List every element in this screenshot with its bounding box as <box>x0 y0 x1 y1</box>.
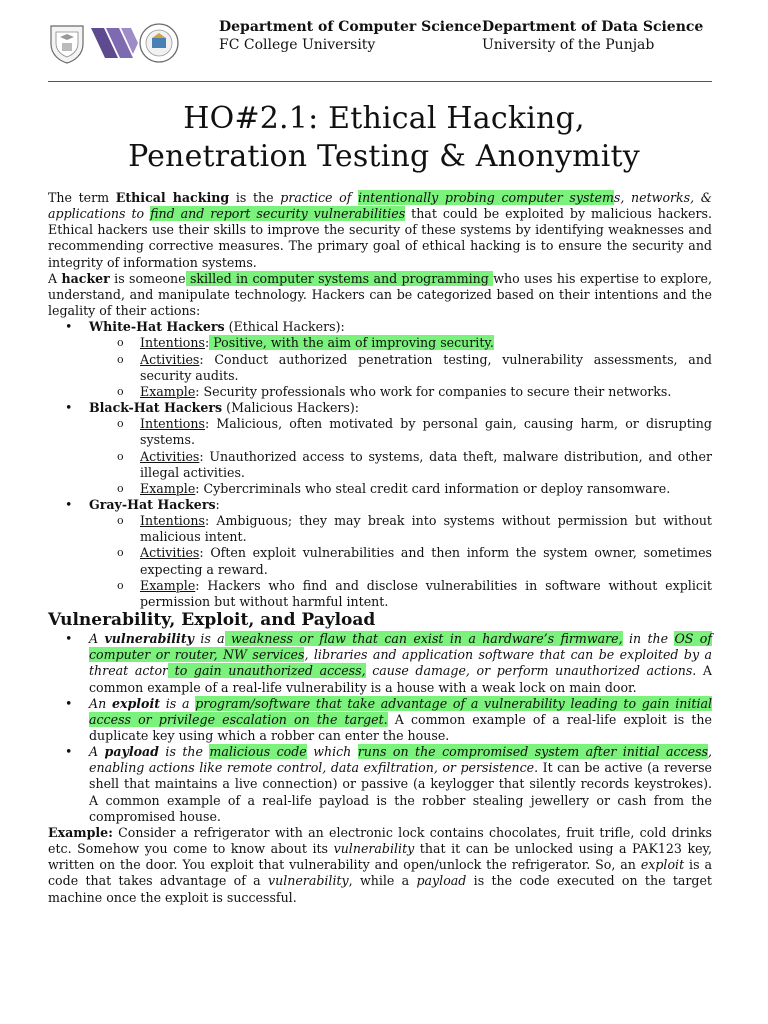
title-line-2: Penetration Testing & Anonymity <box>128 139 640 174</box>
highlight: program/software that take advantage of a vulnerability leading to gain initial access or privilege escalation on the target. <box>89 695 713 727</box>
department-title: Department of Computer Science <box>219 19 482 35</box>
list-item: o Intentions: Positive, with the aim of improving security. <box>140 335 712 351</box>
department-institution: University of the Punjab <box>482 37 655 53</box>
title-line-1: HO#2.1: Ethical Hacking, <box>183 101 585 136</box>
chevron-brand-logo <box>91 28 138 58</box>
list-item: o Activities: Unauthorized access to systems, data theft, malware distribution, and other illegal activities. <box>140 449 712 481</box>
university-seal-logo <box>140 24 178 62</box>
list-item: o Example: Security professionals who work for companies to secure their networks. <box>140 384 712 400</box>
list-item-vulnerability: • A vulnerability is a weakness or flaw that can exist in a hardware’s firmware, in the OS of computer or router, NW services, libraries and application software that can be exploited by a threat actor to gain unauthorized access, cause damage, or perform unauthorized actions. A common example of a real-life vulnerability is a house with a weak lock on main door. <box>89 631 712 696</box>
highlight: Positive, with the aim of improving security. <box>209 335 494 351</box>
department-title: Department of Data Science <box>482 19 704 35</box>
highlight: intentionally probing computer system <box>358 190 614 205</box>
list-item-white-hat: • White-Hat Hackers (Ethical Hackers): o Intentions: Positive, with the aim of improving security. o Activities: Conduct authorized penetration testing, vulnerability assessments, and security audits. o Example: Security professionals who work for companies to secure their networks. <box>89 319 712 400</box>
document-body <box>48 190 712 906</box>
highlight: runs on the compromised system after initial access <box>357 744 708 760</box>
page-title <box>0 100 768 176</box>
highlight: skilled in computer systems and programming <box>185 270 494 286</box>
vulnerability-list <box>48 631 712 825</box>
list-item-payload: • A payload is the malicious code which runs on the compromised system after initial access, enabling actions like remote control, data exfiltration, or persistence. It can be active (a reverse shell that maintains a live connection) or passive (a keylogger that silently records keystrokes). A common example of a real-life payload is the robber stealing jewellery or cash from the compromised house. <box>89 744 712 825</box>
list-item-black-hat: • Black-Hat Hackers (Malicious Hackers): o Intentions: Malicious, often motivated by personal gain, causing harm, or disrupting systems. o Activities: Unauthorized access to systems, data theft, malware distribution, and other illegal activities. o Example: Cybercriminals who steal credit card information or deploy ransomware. <box>89 400 712 497</box>
example-paragraph: Example: Consider a refrigerator with an electronic lock contains chocolates, fruit trifle, cold drinks etc. Somehow you come to know about its vulnerability that it can be unlocked using a PAK123 key, written on the door. You exploit that vulnerability and open/unlock the refrigerator. So, an exploit is a code that takes advantage of a vulnerability, while a payload is the code executed on the target machine once the exploit is successful. <box>48 824 712 905</box>
header-department-left <box>219 18 482 54</box>
highlight: malicious code <box>209 744 307 760</box>
header-logos <box>48 22 182 64</box>
intro-paragraph: The term Ethical hacking is the practice of intentionally probing computer systems, networks, & applications to find and report security vulnerabilities that could be exploited by malicious hackers. Ethical hackers use their skills to improve the security of these systems by identifying weaknesses and recommending corrective measures. The primary goal of ethical hacking is to ensure the security and integrity of information systems. <box>48 190 712 270</box>
list-item-exploit: • An exploit is a program/software that take advantage of a vulnerability leading to gain initial access or privilege escalation on the target. A common example of a real-life exploit is the duplicate key using which a robber can enter the house. <box>89 696 712 744</box>
section-heading: Vulnerability, Exploit, and Payload <box>48 610 376 631</box>
list-item: o Intentions: Malicious, often motivated by personal gain, causing harm, or disrupting systems. <box>140 416 712 448</box>
department-institution: FC College University <box>219 37 376 53</box>
header-divider <box>48 81 712 82</box>
list-item: o Intentions: Ambiguous; they may break into systems without permission but without malicious intent. <box>140 513 712 545</box>
list-item-gray-hat: • Gray-Hat Hackers: o Intentions: Ambiguous; they may break into systems without permission but without malicious intent. o Activities: Often exploit vulnerabilities and then inform the system owner, sometimes expecting a reward. o Example: Hackers who find and disclose vulnerabilities in software without explicit permission but without harmful intent. <box>89 497 712 610</box>
list-item: o Example: Hackers who find and disclose vulnerabilities in software without explicit permission but without harmful intent. <box>140 578 712 610</box>
list-item: o Activities: Conduct authorized penetration testing, vulnerability assessments, and security audits. <box>140 352 712 384</box>
highlight: weakness or flaw that can exist in a hardware’s firmware, <box>224 631 623 647</box>
header-department-right <box>482 18 703 54</box>
hacker-paragraph: A hacker is someone skilled in computer systems and programming who uses his expertise to explore, understand, and manipulate technology. Hackers can be categorized based on their intentions and the legality of their actions: <box>48 270 712 319</box>
highlight: to gain unauthorized access, <box>168 663 366 679</box>
list-item: o Example: Cybercriminals who steal credit card information or deploy ransomware. <box>140 481 712 497</box>
list-item: o Activities: Often exploit vulnerabilities and then inform the system owner, sometimes expecting a reward. <box>140 545 712 577</box>
highlight: OS of computer or router, NW services <box>89 631 712 663</box>
hacker-types-list <box>48 319 712 610</box>
university-crest-logo <box>51 26 83 63</box>
highlight: find and report security vulnerabilities <box>150 206 406 222</box>
